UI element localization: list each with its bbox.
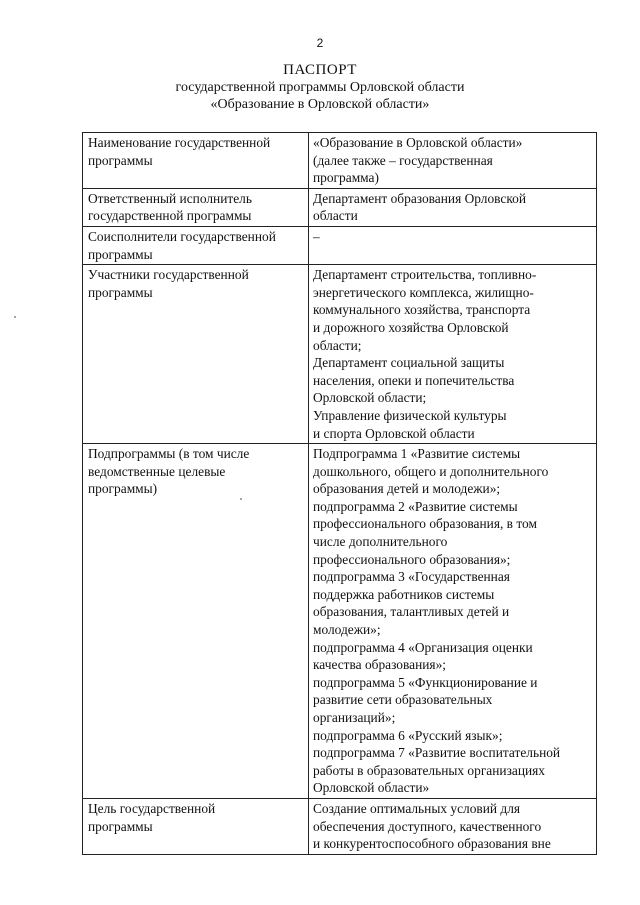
value-line: качества образования»; (313, 657, 447, 673)
label-line: Участники государственной (88, 267, 249, 283)
value-line: числе дополнительного (313, 534, 448, 550)
label-line: программы (88, 818, 153, 834)
passport-row (83, 798, 597, 854)
passport-row-label (83, 444, 309, 799)
document-title: ПАСПОРТ (283, 62, 357, 78)
label-line: Наименование государственной (88, 135, 271, 150)
value-line: профессионального образования»; (313, 551, 511, 567)
value-line: Орловской области; (313, 390, 427, 406)
value-line: программа) (313, 170, 379, 186)
passport-table-body (83, 133, 597, 855)
value-line: подпрограмма 2 «Развитие системы (313, 498, 518, 514)
value-line: обеспечения доступного, качественного (313, 818, 542, 834)
label-line: государственной программы (88, 208, 252, 224)
value-line: профессионального образования, в том (313, 516, 537, 532)
value-line: Департамент строительства, топливно- (313, 267, 537, 283)
label-line: программы (88, 246, 153, 262)
passport-row-value (309, 265, 597, 444)
passport-row (83, 444, 597, 799)
value-line: подпрограмма 5 «Функционирование и (313, 674, 538, 690)
value-line: подпрограмма 6 «Русский язык»; (313, 727, 503, 743)
passport-row (83, 226, 597, 264)
value-line: дошкольного, общего и дополнительного (313, 463, 549, 479)
passport-row-label (83, 226, 309, 264)
passport-row-value (309, 188, 597, 226)
document-heading (0, 62, 640, 113)
label-line: Подпрограммы (в том числе (88, 446, 250, 462)
value-line: образования, талантливых детей и (313, 604, 510, 620)
value-line: подпрограмма 7 «Развитие воспитательной (313, 745, 561, 761)
value-line: подпрограмма 4 «Организация оценки (313, 639, 533, 655)
label-line: программы) (88, 481, 158, 497)
passport-row-label (83, 265, 309, 444)
value-line: и дорожного хозяйства Орловской (313, 319, 509, 335)
value-line: молодежи»; (313, 622, 381, 638)
passport-row-value (309, 444, 597, 799)
passport-row (83, 265, 597, 444)
value-line: развитие сети образовательных (313, 692, 493, 708)
passport-row-value (309, 133, 597, 189)
value-line: и конкурентоспособного образования вне (313, 836, 551, 852)
passport-row-label (83, 133, 309, 189)
value-line: области; (313, 337, 362, 353)
value-line: коммунального хозяйства, транспорта (313, 302, 531, 318)
label-line: Ответственный исполнитель (88, 190, 252, 206)
passport-row-value (309, 798, 597, 854)
value-line: «Образование в Орловской области» (313, 135, 523, 150)
value-line: Орловской области» (313, 780, 430, 796)
page-number: 2 (316, 36, 324, 50)
value-line: и спорта Орловской области (313, 425, 475, 441)
passport-row-label (83, 188, 309, 226)
value-line: Департамент образования Орловской (313, 190, 527, 206)
value-line: поддержка работников системы (313, 586, 495, 602)
label-line: программы (88, 284, 153, 300)
value-line: (далее также – государственная (313, 152, 493, 168)
label-line: Цель государственной (88, 800, 216, 816)
passport-row (83, 188, 597, 226)
passport-row (83, 133, 597, 189)
value-line: энергетического комплекса, жилищно- (313, 284, 534, 300)
value-line: образования детей и молодежи»; (313, 481, 501, 497)
label-line: программы (88, 152, 153, 168)
scan-speck (14, 316, 16, 318)
value-line: организаций»; (313, 710, 396, 725)
label-line: ведомственные целевые (88, 463, 226, 479)
value-line: области (313, 208, 358, 224)
value-line: работы в образовательных организациях (313, 762, 546, 778)
value-line: Создание оптимальных условий для (313, 800, 521, 816)
value-line: – (313, 228, 320, 244)
value-line: населения, опеки и попечительства (313, 372, 515, 388)
document-subtitle-line: государственной программы Орловской области (175, 80, 465, 95)
value-line: Управление физической культуры (313, 407, 507, 423)
passport-row-value (309, 226, 597, 264)
value-line: Подпрограмма 1 «Развитие системы (313, 446, 521, 462)
value-line: Департамент социальной защиты (313, 355, 505, 371)
passport-row-label (83, 798, 309, 854)
document-subtitle-line: «Образование в Орловской области» (210, 97, 430, 112)
label-line: Соисполнители государственной (88, 228, 276, 244)
value-line: подпрограмма 3 «Государственная (313, 569, 510, 585)
passport-table (82, 132, 597, 855)
